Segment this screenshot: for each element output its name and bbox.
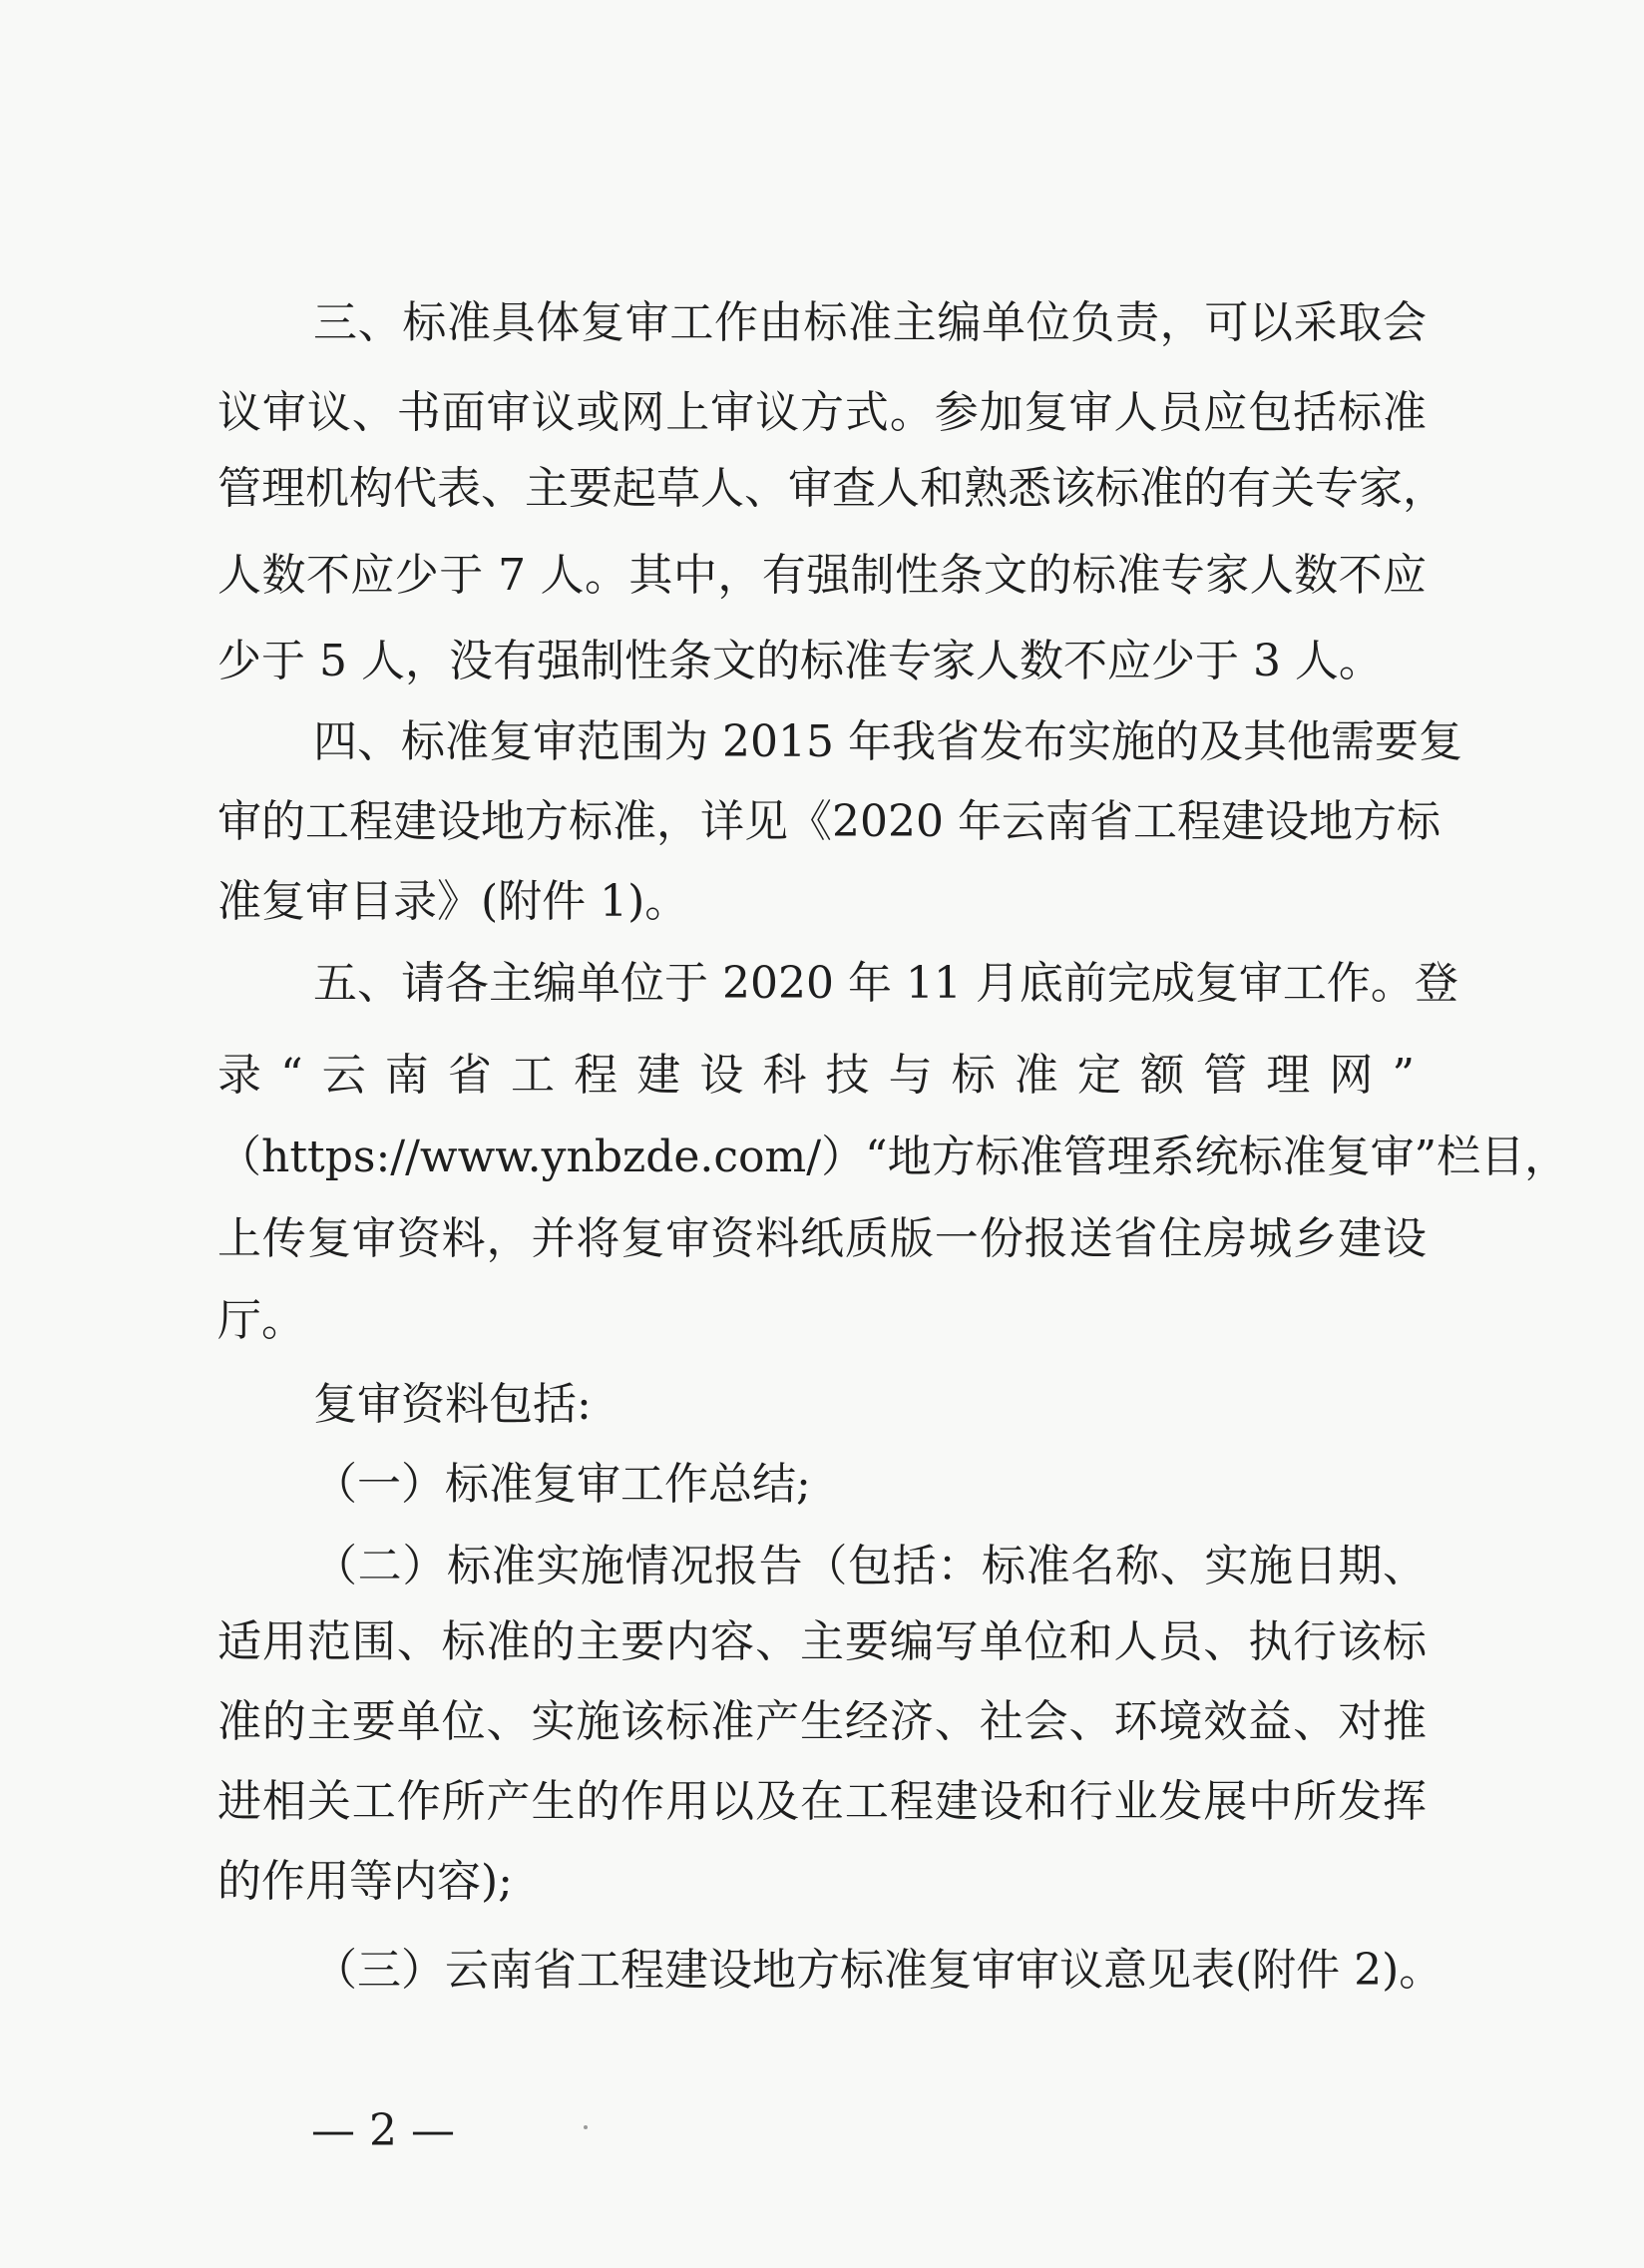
material-item-2-line-2: 适用范围、标准的主要内容、主要编写单位和人员、执行该标 xyxy=(217,1616,1427,1667)
paragraph-3-line-3: 管理机构代表、主要起草人、审查人和熟悉该标准的有关专家， xyxy=(217,463,1446,514)
paragraph-5-line-2: 录“云南省工程建设科技与标准定额管理网” xyxy=(217,1050,1427,1101)
paragraph-4-line-2: 审的工程建设地方标准，详见《2020 年云南省工程建设地方标 xyxy=(217,796,1440,847)
material-item-2-line-4: 进相关工作所产生的作用以及在工程建设和行业发展中所发挥 xyxy=(217,1776,1427,1827)
materials-heading: 复审资料包括: xyxy=(313,1379,592,1430)
material-item-2-line-3: 准的主要单位、实施该标准产生经济、社会、环境效益、对推 xyxy=(217,1696,1427,1747)
page-number: — 2 — xyxy=(311,2105,455,2156)
paragraph-5-line-3: （https://www.ynbzde.com/）“地方标准管理系统标准复审”栏目， xyxy=(217,1132,1569,1182)
material-item-3: （三）云南省工程建设地方标准复审审议意见表(附件 2)。 xyxy=(313,1945,1443,1996)
material-item-1: （一）标准复审工作总结; xyxy=(313,1459,811,1510)
scan-speck xyxy=(584,2125,588,2129)
material-item-2-line-1: （二）标准实施情况报告（包括：标准名称、实施日期、 xyxy=(313,1541,1427,1591)
paragraph-3-line-1: 三、标准具体复审工作由标准主编单位负责，可以采取会 xyxy=(313,297,1427,348)
paragraph-3-line-2: 议审议、书面审议或网上审议方式。参加复审人员应包括标准 xyxy=(217,387,1427,438)
material-item-2-line-5: 的作用等内容); xyxy=(217,1856,513,1907)
paragraph-4-line-3: 准复审目录》(附件 1)。 xyxy=(217,876,689,927)
paragraph-3-line-5: 少于 5 人，没有强制性条文的标准专家人数不应少于 3 人。 xyxy=(217,636,1383,686)
paragraph-5-line-4: 上传复审资料，并将复审资料纸质版一份报送省住房城乡建设 xyxy=(217,1213,1427,1264)
paragraph-4-line-1: 四、标准复审范围为 2015 年我省发布实施的及其他需要复 xyxy=(313,716,1462,767)
paragraph-3-line-4: 人数不应少于 7 人。其中，有强制性条文的标准专家人数不应 xyxy=(217,550,1427,601)
paragraph-5-line-1: 五、请各主编单位于 2020 年 11 月底前完成复审工作。登 xyxy=(313,958,1458,1009)
paragraph-5-line-5: 厅。 xyxy=(217,1295,305,1346)
